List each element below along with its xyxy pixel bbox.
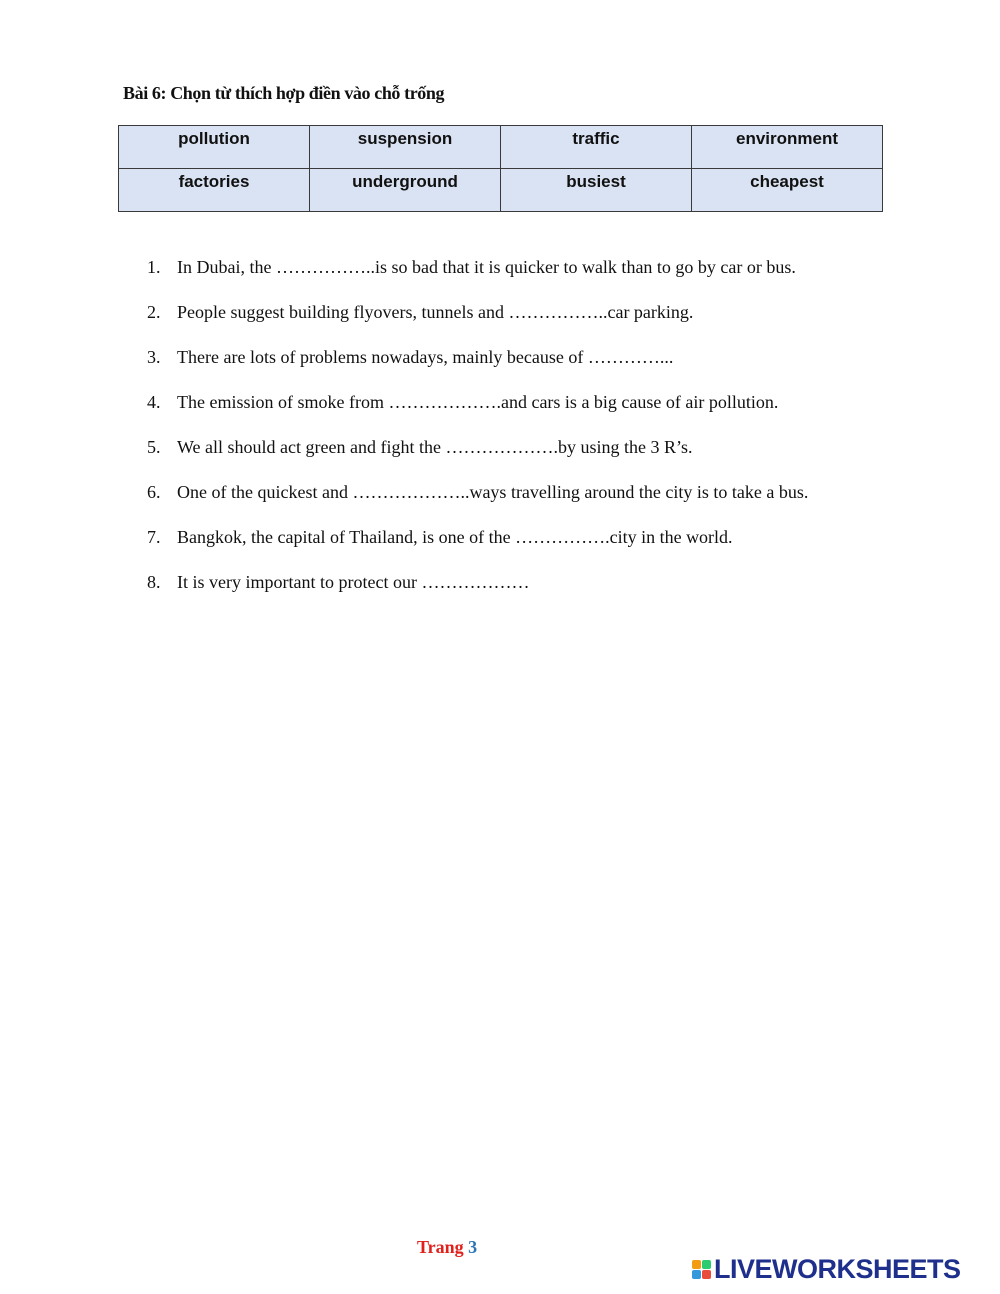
word-bank-cell: suspension xyxy=(310,126,501,169)
word-bank-cell: traffic xyxy=(501,126,692,169)
brand-name: LIVEWORKSHEETS xyxy=(714,1254,961,1284)
word-bank-cell: pollution xyxy=(119,126,310,169)
question-item xyxy=(147,344,887,389)
word-bank-table xyxy=(118,125,883,212)
question-text: People suggest building flyovers, tunnels and ……………..car parking. xyxy=(177,302,694,322)
question-number: 6. xyxy=(147,482,161,502)
question-item xyxy=(147,524,887,569)
logo-tile xyxy=(702,1260,711,1269)
word-bank-row xyxy=(119,169,883,212)
question-item xyxy=(147,434,887,479)
question-text: In Dubai, the ……………..is so bad that it is quicker to walk than to go by car or bus. xyxy=(177,257,796,277)
question-text: The emission of smoke from ……………….and cars is a big cause of air pollution. xyxy=(177,392,779,412)
question-text: It is very important to protect our ……………… xyxy=(177,572,530,592)
liveworksheets-brand xyxy=(692,1254,961,1284)
exercise-heading: Bài 6: Chọn từ thích hợp điền vào chỗ trống xyxy=(123,83,445,103)
question-number: 5. xyxy=(147,437,161,457)
question-number: 8. xyxy=(147,572,161,592)
logo-tile xyxy=(702,1270,711,1279)
word-bank-cell: factories xyxy=(119,169,310,212)
question-number: 7. xyxy=(147,527,161,547)
logo-tile xyxy=(692,1270,701,1279)
liveworksheets-logo-icon xyxy=(692,1260,711,1279)
question-text: There are lots of problems nowadays, mainly because of …………... xyxy=(177,347,674,367)
word-bank-cell: environment xyxy=(692,126,883,169)
question-text: We all should act green and fight the ……………….by using the 3 R’s. xyxy=(177,437,693,457)
question-list xyxy=(147,254,887,614)
question-item xyxy=(147,254,887,299)
question-item xyxy=(147,389,887,434)
question-item xyxy=(147,569,887,614)
question-item xyxy=(147,299,887,344)
page-number: 3 xyxy=(468,1237,478,1257)
word-bank-cell: busiest xyxy=(501,169,692,212)
logo-tile xyxy=(692,1260,701,1269)
page-label: Trang xyxy=(417,1237,464,1257)
page-footer xyxy=(417,1237,477,1258)
word-bank-cell: cheapest xyxy=(692,169,883,212)
question-text: Bangkok, the capital of Thailand, is one of the …………….city in the world. xyxy=(177,527,733,547)
question-number: 4. xyxy=(147,392,161,412)
question-number: 3. xyxy=(147,347,161,367)
question-text: One of the quickest and ………………..ways travelling around the city is to take a bus. xyxy=(177,482,809,502)
word-bank-row xyxy=(119,126,883,169)
question-item xyxy=(147,479,887,524)
question-number: 1. xyxy=(147,257,161,277)
word-bank-cell: underground xyxy=(310,169,501,212)
question-number: 2. xyxy=(147,302,161,322)
